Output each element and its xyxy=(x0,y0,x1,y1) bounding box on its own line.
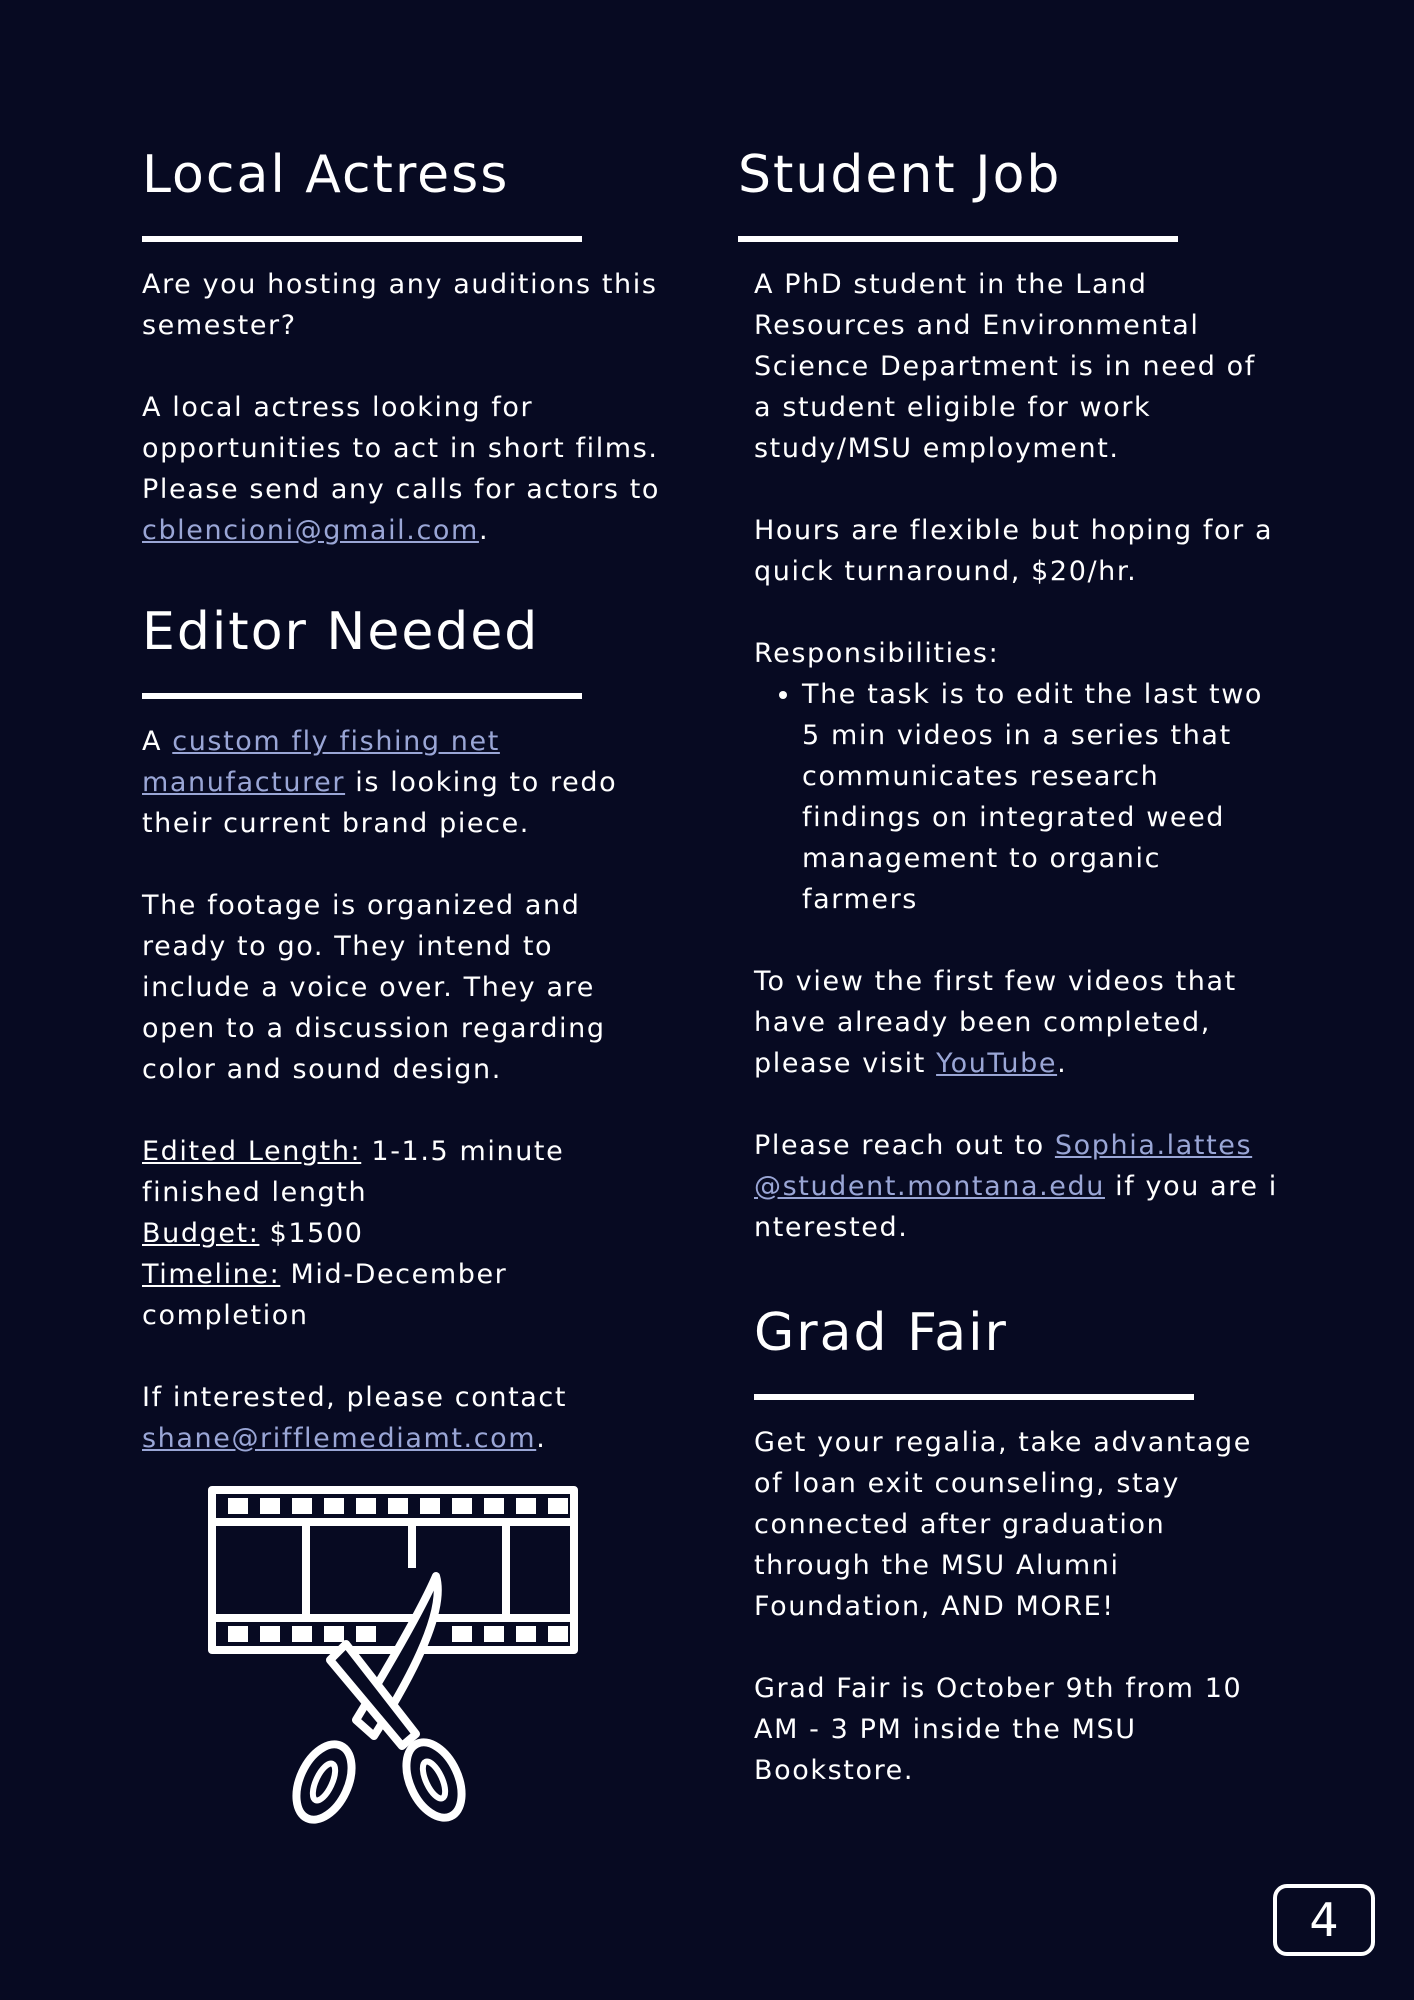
editor-needed-section xyxy=(142,597,672,1459)
responsibilities-label: Responsibilities: xyxy=(754,638,1000,669)
student-job-p2: Hours are flexible but hoping for a quick turnaround, $20/hr. xyxy=(754,515,1274,587)
editor-needed-p2: The footage is organized and ready to go. They intend to include a voice over. They are open to a discussion regarding color and sound design. xyxy=(142,890,606,1085)
student-job-title: Student Job xyxy=(738,145,1062,205)
student-job-p4: Please reach out to Sophia.lattes@student.montana.edu if you are interested. xyxy=(754,1130,1278,1243)
student-job-section xyxy=(738,140,1278,1248)
fly-fishing-link[interactable]: custom fly fishing net manufacturer xyxy=(142,726,500,798)
local-actress-title: Local Actress xyxy=(142,145,510,205)
grad-fair-section xyxy=(738,1298,1278,1791)
local-actress-section xyxy=(142,140,672,551)
student-job-rule xyxy=(738,236,1178,242)
local-actress-p1: Are you hosting any auditions this semester? xyxy=(142,269,658,341)
left-column xyxy=(142,140,672,1459)
timeline-line: Timeline: Mid-December completion xyxy=(142,1259,508,1331)
student-job-p3: To view the first few videos that have already been completed, please visit YouTube. xyxy=(754,966,1237,1079)
responsibilities-list xyxy=(754,674,1278,920)
local-actress-p2: A local actress looking for opportunities to act in short films. Please send any calls for actors to cblencioni@gmail.com. xyxy=(142,392,661,546)
right-column xyxy=(738,140,1278,1791)
sophia-email-link[interactable]: Sophia.lattes@student.montana.edu xyxy=(754,1130,1253,1202)
list-item: • The task is to edit the last two 5 min videos in a series that communicates research findings on integrated weed management to organic farmers xyxy=(802,674,1278,920)
editor-needed-title: Editor Needed xyxy=(142,602,540,662)
edited-length-line: Edited Length: 1-1.5 minute finished length xyxy=(142,1136,565,1208)
grad-fair-title: Grad Fair xyxy=(754,1303,1008,1363)
student-job-p1: A PhD student in the Land Resources and Environmental Science Department is in need of a student eligible for work study/MSU employment. xyxy=(754,269,1256,464)
film-scissors-icon xyxy=(206,1484,586,1836)
grad-fair-p2: Grad Fair is October 9th from 10 AM - 3 PM inside the MSU Bookstore. xyxy=(754,1673,1243,1786)
page-number: 4 xyxy=(1273,1884,1375,1956)
local-actress-rule xyxy=(142,236,582,242)
youtube-link[interactable]: YouTube xyxy=(936,1048,1058,1079)
editor-contact: If interested, please contact shane@rifflemediamt.com. xyxy=(142,1382,568,1454)
grad-fair-p1: Get your regalia, take advantage of loan exit counseling, stay connected after graduation through the MSU Alumni Foundation, AND MORE! xyxy=(754,1427,1252,1622)
budget-line: Budget: $1500 xyxy=(142,1218,364,1249)
editor-email-link[interactable]: shane@rifflemediamt.com xyxy=(142,1423,537,1454)
student-job-body xyxy=(738,264,1278,1248)
actress-email-link[interactable]: cblencioni@gmail.com xyxy=(142,515,479,546)
editor-needed-p1: A custom fly fishing net manufacturer is looking to redo their current brand piece. xyxy=(142,726,618,839)
grad-fair-rule xyxy=(754,1394,1194,1400)
editor-needed-rule xyxy=(142,693,582,699)
